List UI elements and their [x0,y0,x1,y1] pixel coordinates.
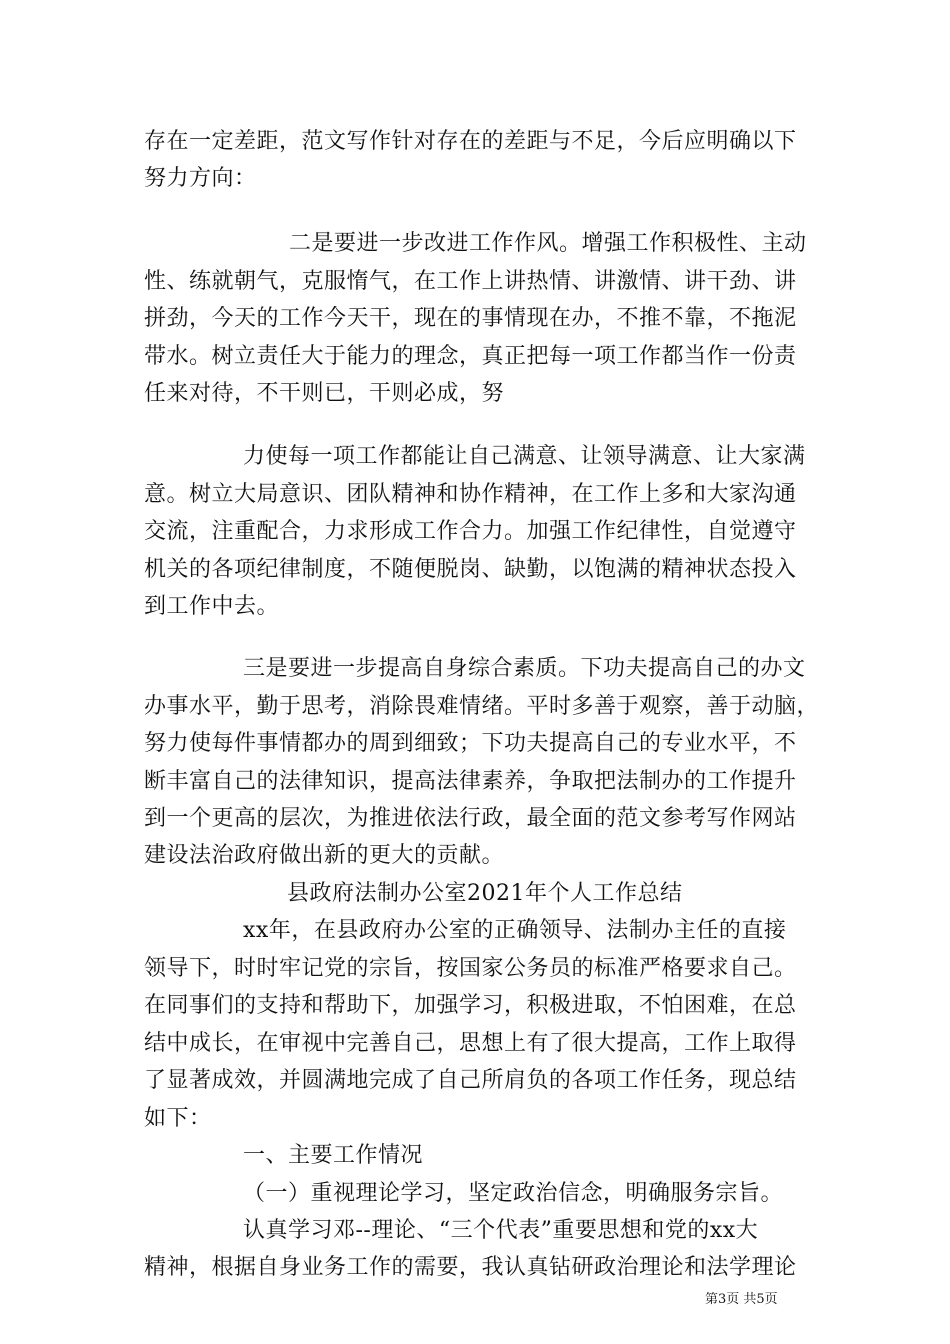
text-line: 意。树立大局意识、团队精神和协作精神，在工作上多和大家沟通 [144,482,797,507]
text-line: 如下： [144,1106,212,1131]
text-line: 带水。树立责任大于能力的理念，真正把每一项工作都当作一份责 [144,344,797,369]
text-line: 到工作中去。 [144,594,280,619]
text-line: 二是要进一步改进工作作风。增强工作积极性、主动 [289,231,807,256]
subsection-heading: （一）重视理论学习，坚定政治信念，明确服务宗旨。 [243,1181,784,1206]
text-line: 结中成长，在审视中完善自己，思想上有了很大提高，工作上取得 [144,1031,797,1056]
text-line: 力使每一项工作都能让自己满意、让领导满意、让大家满 [243,444,806,469]
text-line: 努力方向： [144,166,257,191]
text-line: 到一个更高的层次，为推进依法行政，最全面的范文参考写作网站 [144,806,797,831]
text-line: 领导下，时时牢记党的宗旨，按国家公务员的标准严格要求自己。 [144,956,797,981]
text-line: 努力使每件事情都办的周到细致；下功夫提高自己的专业水平，不 [144,731,797,756]
text-line: 三是要进一步提高自身综合素质。下功夫提高自己的办文 [243,656,806,681]
text-line: 在同事们的支持和帮助下，加强学习，积极进取，不怕困难，在总 [144,993,797,1018]
text-line: 性、练就朝气，克服惰气，在工作上讲热情、讲激情、讲干劲、讲 [144,269,797,294]
text-line: 建设法治政府做出新的更大的贡献。 [144,843,505,868]
text-line: 任来对待，不干则已，干则必成，努 [144,381,505,406]
text-line: 存在一定差距，范文写作针对存在的差距与不足，今后应明确以下 [144,129,797,154]
page-number: 第3页 共5页 [705,1292,778,1307]
section-heading: 一、主要工作情况 [243,1143,424,1168]
text-line: 认真学习邓--理论、“三个代表”重要思想和党的xx大 [243,1218,759,1243]
text-line: 办事水平，勤于思考，消除畏难情绪。平时多善于观察，善于动脑， [144,694,820,719]
text-line: 了显著成效，并圆满地完成了自己所肩负的各项工作任务，现总结 [144,1068,797,1093]
text-line: 交流，注重配合，力求形成工作合力。加强工作纪律性，自觉遵守 [144,519,797,544]
text-line: 机关的各项纪律制度，不随便脱岗、缺勤，以饱满的精神状态投入 [144,557,797,582]
document-title: 县政府法制办公室2021年个人工作总结 [287,881,683,906]
text-line: 拼劲，今天的工作今天干，现在的事情现在办，不推不靠，不拖泥 [144,306,797,331]
text-line: xx年，在县政府办公室的正确领导、法制办主任的直接 [243,918,787,943]
text-line: 精神，根据自身业务工作的需要，我认真钻研政治理论和法学理论 [144,1255,797,1280]
text-line: 断丰富自己的法律知识，提高法律素养，争取把法制办的工作提升 [144,769,797,794]
